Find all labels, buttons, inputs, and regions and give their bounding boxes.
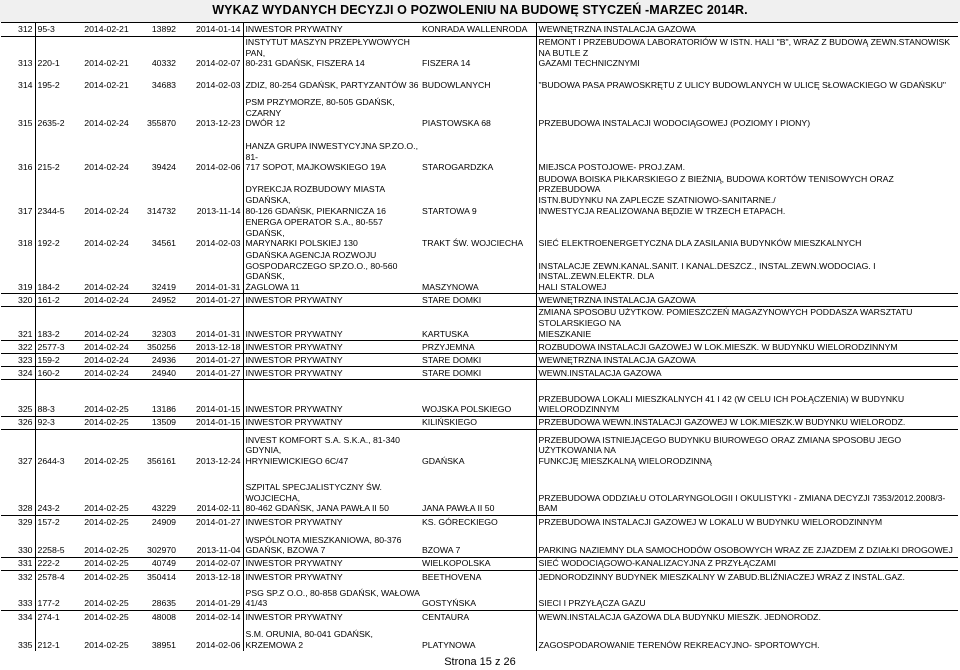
description-cell: JEDNORODZINNY BUDYNEK MIESZKALNY W ZABUD.BLIŹNIACZEJ WRAZ Z INSTAL.GAZ. <box>536 570 958 583</box>
table-row <box>1 528 958 557</box>
case-number-cell: 95-3 <box>35 23 79 37</box>
decision-date-cell: 2014-02-25 <box>84 503 129 514</box>
investor-cell: INWESTOR PRYWATNY <box>243 610 420 623</box>
table-row <box>1 429 958 467</box>
investor-cell: INWESTOR PRYWATNY <box>243 416 420 429</box>
register-number-cell: 34561 <box>151 238 176 249</box>
location-cell: STARE DOMKI <box>420 354 536 367</box>
page-footer: Strona 15 z 26 <box>444 656 516 668</box>
case-number-cell: 183-2 <box>35 307 79 341</box>
application-date-cell: 2014-02-06 <box>196 162 241 173</box>
register-number-cell: 13892 <box>132 23 178 37</box>
table-row <box>1 23 958 37</box>
register-number-cell: 314732 <box>147 205 176 216</box>
location-cell: PLATYNOWA <box>422 639 476 650</box>
location-cell: BEETHOVENA <box>420 570 536 583</box>
location-cell: MASZYNOWA <box>422 281 479 292</box>
table-row <box>1 354 958 367</box>
decision-date-cell: 2014-02-25 <box>84 639 129 650</box>
application-date-cell: 2013-12-23 <box>196 118 241 129</box>
table-row <box>1 380 958 394</box>
investor-cell: INWESTOR PRYWATNY <box>243 354 420 367</box>
description-cell: WEWN.INSTALACJA GAZOWA DLA BUDYNKU MIESZK. JEDNORODZ. <box>536 610 958 623</box>
register-number-cell: 28635 <box>151 598 176 609</box>
decision-date-cell: 2014-02-24 <box>79 341 132 354</box>
row-number-cell <box>1 380 35 394</box>
decision-date-cell: 2014-02-25 <box>79 416 132 429</box>
case-number-cell: 88-3 <box>35 394 79 417</box>
register-number-cell: 302970 <box>147 545 176 556</box>
register-number-cell: 13509 <box>132 416 178 429</box>
decision-date-cell: 2014-02-24 <box>79 307 132 341</box>
investor-cell: INSTYTUT MASZYN PRZEPŁYWOWYCH PAN, 80-231 GDAŃSK, FISZERA 14 <box>243 37 420 70</box>
description-cell: ZMIANA SPOSOBU UŻYTKOW. POMIESZCZEŃ MAGAZYNOWYCH PODDASZA WARSZTATU STOLARSKIEGO NA MIESZKANIE <box>536 307 958 341</box>
register-number-cell: 34683 <box>151 80 176 91</box>
register-number-cell: 356161 <box>132 429 178 467</box>
decision-date-cell: 2014-02-25 <box>84 545 129 556</box>
investor-cell <box>243 380 420 394</box>
case-number-cell: 222-2 <box>35 557 79 570</box>
description-cell: INSTALACJE ZEWN.KANAL.SANIT. I KANAL.DESZCZ., INSTAL.ZEWN.WODOCIAG. I INSTAL.ZEWN.ELEKTR. DLA HALI STALOWEJ <box>536 250 958 294</box>
investor-cell: INWESTOR PRYWATNY <box>243 367 420 380</box>
table-row <box>1 515 958 528</box>
table-row <box>1 623 958 651</box>
description-cell: PRZEBUDOWA INSTALACJI WODOCIĄGOWEJ (POZIOMY I PIONY) <box>536 92 958 130</box>
description-cell: REMONT I PRZEBUDOWA LABORATORIÓW W ISTN. HALI "B", WRAZ Z BUDOWĄ ZEWN.STANOWISK NA BUTLE Z GAZAMI TECHNICZNYMI <box>536 37 958 70</box>
row-number-cell: 317 <box>18 205 33 216</box>
case-number-cell: 2635-2 <box>35 92 79 130</box>
case-number-cell: 243-2 <box>35 467 79 515</box>
decision-date-cell: 2014-02-25 <box>79 515 132 528</box>
investor-cell: INWESTOR PRYWATNY <box>243 515 420 528</box>
decision-date-cell: 2014-02-24 <box>79 354 132 367</box>
location-cell: STARTOWA 9 <box>422 205 477 216</box>
decision-date-cell: 2014-02-25 <box>79 570 132 583</box>
table-row <box>1 583 958 610</box>
case-number-cell: 157-2 <box>35 515 79 528</box>
table-row <box>1 610 958 623</box>
investor-cell: HANZA GRUPA INWESTYCYJNA SP.ZO.O., 81- 717 SOPOT, MAJKOWSKIEGO 19A <box>243 130 420 174</box>
location-cell: KILIŃSKIEGO <box>420 416 536 429</box>
row-number-cell: 323 <box>1 354 35 367</box>
case-number-cell: 215-2 <box>35 130 79 174</box>
location-cell: BZOWA 7 <box>422 545 461 556</box>
application-date-cell: 2014-01-14 <box>178 23 243 37</box>
register-number-cell: 40749 <box>132 557 178 570</box>
table-body <box>1 23 958 652</box>
case-number-cell <box>35 70 79 78</box>
row-number-cell: 328 <box>18 503 33 514</box>
row-number-cell: 319 <box>18 281 33 292</box>
location-cell: GOSTYŃSKA <box>422 598 477 609</box>
case-number-cell: 184-2 <box>35 250 79 294</box>
investor-cell <box>243 70 420 78</box>
case-number-cell: 161-2 <box>35 294 79 307</box>
case-number-cell: 2577-3 <box>35 341 79 354</box>
investor-cell: PSG SP.Z O.O., 80-858 GDAŃSK, WAŁOWA 41/43 <box>243 583 420 610</box>
case-number-cell: 2644-3 <box>35 429 79 467</box>
row-number-cell: 333 <box>18 598 33 609</box>
description-cell: MIEJSCA POSTOJOWE- PROJ.ZAM. <box>536 130 958 174</box>
decision-date-cell: 2014-02-25 <box>84 404 129 415</box>
table-row <box>1 217 958 250</box>
investor-cell: INWESTOR PRYWATNY <box>243 307 420 341</box>
table-row <box>1 341 958 354</box>
row-number-cell: 320 <box>1 294 35 307</box>
register-number-cell: 24936 <box>132 354 178 367</box>
application-date-cell: 2014-02-03 <box>196 80 241 91</box>
decision-date-cell: 2014-02-24 <box>84 281 129 292</box>
investor-cell: PSM PRZYMORZE, 80-505 GDAŃSK, CZARNY DWÓR 12 <box>243 92 420 130</box>
description-cell: PARKING NAZIEMNY DLA SAMOCHODÓW OSOBOWYCH WRAZ ZE ZJAZDEM Z DZIAŁKI DROGOWEJ <box>536 528 958 557</box>
table-row <box>1 307 958 341</box>
register-number-cell: 32419 <box>151 281 176 292</box>
application-date-cell: 2014-01-27 <box>178 354 243 367</box>
row-number-cell: 324 <box>1 367 35 380</box>
investor-cell: ENERGA OPERATOR S.A., 80-557 GDAŃSK, MARYNARKI POLSKIEJ 130 <box>243 217 420 250</box>
investor-cell: INWESTOR PRYWATNY <box>243 394 420 417</box>
case-number-cell: 212-1 <box>35 623 79 651</box>
decision-date-cell: 2014-02-25 <box>79 429 132 467</box>
location-cell: STAROGARDZKA <box>422 162 494 173</box>
decision-date-cell <box>79 380 132 394</box>
row-number-cell: 318 <box>18 238 33 249</box>
application-date-cell <box>178 70 243 78</box>
decision-date-cell: 2014-02-24 <box>84 238 129 249</box>
decision-date-cell: 2014-02-24 <box>84 162 129 173</box>
row-number-cell: 315 <box>18 118 33 129</box>
row-number-cell: 316 <box>18 162 33 173</box>
case-number-cell: 2344-5 <box>35 174 79 217</box>
row-number-cell: 334 <box>1 610 35 623</box>
row-number-cell: 329 <box>1 515 35 528</box>
location-cell <box>420 380 536 394</box>
table-row <box>1 70 958 78</box>
decision-date-cell: 2014-02-25 <box>79 610 132 623</box>
investor-cell: DYREKCJA ROZBUDOWY MIASTA GDAŃSKA, 80-126 GDAŃSK, PIEKARNICZA 16 <box>243 174 420 217</box>
table-row <box>1 570 958 583</box>
location-cell: KONRADA WALLENRODA <box>420 23 536 37</box>
register-number-cell: 24909 <box>132 515 178 528</box>
description-cell: SIEĆ WODOCIĄGOWO-KANALIZACYJNA Z PRZYŁĄCZAMI <box>536 557 958 570</box>
register-number-cell: 38951 <box>151 639 176 650</box>
description-cell: WEWN.INSTALACJA GAZOWA <box>536 367 958 380</box>
decision-date-cell: 2014-02-24 <box>79 367 132 380</box>
row-number-cell: 326 <box>1 416 35 429</box>
decision-date-cell: 2014-02-24 <box>79 294 132 307</box>
decision-date-cell: 2014-02-24 <box>84 118 129 129</box>
case-number-cell: 2258-5 <box>35 528 79 557</box>
decision-date-cell: 2014-02-25 <box>79 557 132 570</box>
permits-table <box>1 22 958 651</box>
application-date-cell: 2014-01-31 <box>196 281 241 292</box>
location-cell: KARTUSKA <box>420 307 536 341</box>
table-row <box>1 467 958 515</box>
row-number-cell: 321 <box>1 307 35 341</box>
case-number-cell: 159-2 <box>35 354 79 367</box>
row-number-cell: 331 <box>1 557 35 570</box>
investor-cell: INWESTOR PRYWATNY <box>243 294 420 307</box>
description-cell: WEWNĘTRZNA INSTALACJA GAZOWA <box>536 354 958 367</box>
row-number-cell: 312 <box>1 23 35 37</box>
location-cell <box>420 70 536 78</box>
row-number-cell: 327 <box>1 429 35 467</box>
investor-cell: SZPITAL SPECJALISTYCZNY ŚW. WOJCIECHA, 80-462 GDAŃSK, JANA PAWŁA II 50 <box>243 467 420 515</box>
table-row <box>1 250 958 294</box>
decision-date-cell: 2014-02-25 <box>84 598 129 609</box>
description-cell: "BUDOWA PASA PRAWOSKRĘTU Z ULICY BUDOWLANYCH W ULICĘ SŁOWACKIEGO W GDAŃSKU" <box>536 78 958 92</box>
investor-cell: S.M. ORUNIA, 80-041 GDAŃSK, KRZEMOWA 2 <box>243 623 420 651</box>
description-cell: PRZEBUDOWA LOKALI MIESZKALNYCH 41 I 42 (W CELU ICH POŁĄCZENIA) W BUDYNKU WIELORODZINNYM <box>536 394 958 417</box>
application-date-cell: 2014-02-06 <box>196 639 241 650</box>
location-cell: PRZYJEMNA <box>420 341 536 354</box>
investor-cell: ZDIZ, 80-254 GDAŃSK, PARTYZANTÓW 36 <box>243 78 420 92</box>
description-cell <box>536 70 958 78</box>
description-cell: PRZEBUDOWA ISTNIEJĄCEGO BUDYNKU BIUROWEGO ORAZ ZMIANA SPOSOBU JEGO UŻYTKOWANIA NA FUNKCJĘ MIESZKALNĄ WIELORODZINNĄ <box>536 429 958 467</box>
investor-cell: GDAŃSKA AGENCJA ROZWOJU GOSPODARCZEGO SP.ZO.O., 80-560 GDAŃSK, ŻAGLOWA 11 <box>243 250 420 294</box>
location-cell: JANA PAWŁA II 50 <box>422 503 495 514</box>
description-cell: BUDOWA BOISKA PIŁKARSKIEGO Z BIEŻNIĄ, BUDOWA KORTÓW TENISOWYCH ORAZ PRZEBUDOWA ISTN.BUDYNKU NA ZAPLECZE SZATNIOWO-SANITARNE./ INWESTYCJA REALIZOWANA BĘDZIE W TRZECH ETAPACH. <box>536 174 958 217</box>
case-number-cell: 220-1 <box>35 37 79 70</box>
row-number-cell: 313 <box>1 37 35 70</box>
decision-date-cell: 2014-02-21 <box>84 80 129 91</box>
case-number-cell: 274-1 <box>35 610 79 623</box>
investor-cell: INVEST KOMFORT S.A. S.K.A., 81-340 GDYNIA, HRYNIEWICKIEGO 6C/47 <box>243 429 420 467</box>
location-cell: KS. GÓRECKIEGO <box>420 515 536 528</box>
investor-cell: WSPÓLNOTA MIESZKANIOWA, 80-376 GDAŃSK, BZOWA 7 <box>243 528 420 557</box>
case-number-cell: 2578-4 <box>35 570 79 583</box>
application-date-cell <box>178 380 243 394</box>
register-number-cell <box>132 380 178 394</box>
application-date-cell: 2014-02-11 <box>196 503 241 514</box>
table-row <box>1 92 958 130</box>
application-date-cell: 2014-01-31 <box>178 307 243 341</box>
description-cell: SIECI I PRZYŁĄCZA GAZU <box>536 583 958 610</box>
location-cell: STARE DOMKI <box>420 367 536 380</box>
register-number-cell: 43229 <box>151 503 176 514</box>
decision-date-cell: 2014-02-21 <box>79 23 132 37</box>
table-row <box>1 367 958 380</box>
location-cell: STARE DOMKI <box>420 294 536 307</box>
application-date-cell: 2014-01-29 <box>196 598 241 609</box>
table-row <box>1 78 958 92</box>
description-cell: WEWNĘTRZNA INSTALACJA GAZOWA <box>536 294 958 307</box>
application-date-cell: 2014-02-07 <box>178 557 243 570</box>
register-number-cell: 350256 <box>132 341 178 354</box>
application-date-cell: 2014-02-07 <box>178 37 243 70</box>
investor-cell: INWESTOR PRYWATNY <box>243 23 420 37</box>
description-cell: PRZEBUDOWA INSTALACJI GAZOWEJ W LOKALU W BUDYNKU WIELORODZINNYM <box>536 515 958 528</box>
case-number-cell: 192-2 <box>35 217 79 250</box>
register-number-cell: 350414 <box>132 570 178 583</box>
location-cell: WIELKOPOLSKA <box>420 557 536 570</box>
application-date-cell: 2013-12-24 <box>178 429 243 467</box>
row-number-cell: 322 <box>1 341 35 354</box>
application-date-cell: 2014-01-27 <box>178 515 243 528</box>
register-number-cell: 13186 <box>151 404 176 415</box>
application-date-cell: 2014-01-27 <box>178 294 243 307</box>
table-row <box>1 130 958 174</box>
application-date-cell: 2014-02-03 <box>196 238 241 249</box>
case-number-cell: 195-2 <box>35 78 79 92</box>
row-number-cell: 325 <box>18 404 33 415</box>
location-cell: FISZERA 14 <box>420 37 536 70</box>
application-date-cell: 2013-12-18 <box>178 570 243 583</box>
decision-date-cell: 2014-02-21 <box>79 37 132 70</box>
description-cell: PRZEBUDOWA ODDZIAŁU OTOLARYNGOLOGII I OKULISTYKI - ZMIANA DECYZJI 7353/2012.2008/3-BAM <box>536 467 958 515</box>
location-cell: BUDOWLANYCH <box>422 80 491 91</box>
investor-cell: INWESTOR PRYWATNY <box>243 570 420 583</box>
register-number-cell: 32303 <box>132 307 178 341</box>
location-cell: WOJSKA POLSKIEGO <box>422 404 512 415</box>
location-cell: CENTAURA <box>420 610 536 623</box>
location-cell: TRAKT ŚW. WOJCIECHA <box>422 238 524 249</box>
case-number-cell: 177-2 <box>35 583 79 610</box>
page-title: WYKAZ WYDANYCH DECYZJI O POZWOLENIU NA BUDOWĘ STYCZEŃ -MARZEC 2014R. <box>0 0 960 22</box>
table-row <box>1 174 958 217</box>
application-date-cell: 2014-02-14 <box>178 610 243 623</box>
table-row <box>1 394 958 417</box>
decision-date-cell: 2014-02-24 <box>84 205 129 216</box>
description-cell: WEWNĘTRZNA INSTALACJA GAZOWA <box>536 23 958 37</box>
description-cell: PRZEBUDOWA WEWN.INSTALACJI GAZOWEJ W LOK.MIESZK.W BUDYNKU WIELORODZ. <box>536 416 958 429</box>
application-date-cell: 2014-01-15 <box>196 404 241 415</box>
description-cell: ZAGOSPODAROWANIE TERENÓW REKREACYJNO- SPORTOWYCH. <box>536 623 958 651</box>
location-cell: PIASTOWSKA 68 <box>422 118 491 129</box>
case-number-cell: 92-3 <box>35 416 79 429</box>
application-date-cell: 2013-11-14 <box>196 205 241 216</box>
row-number-cell: 330 <box>18 545 33 556</box>
investor-cell: INWESTOR PRYWATNY <box>243 557 420 570</box>
register-number-cell <box>132 70 178 78</box>
row-number-cell: 314 <box>18 80 33 91</box>
register-number-cell: 40332 <box>132 37 178 70</box>
register-number-cell: 24940 <box>132 367 178 380</box>
table-row <box>1 416 958 429</box>
row-number-cell: 332 <box>1 570 35 583</box>
application-date-cell: 2014-01-15 <box>178 416 243 429</box>
description-cell: ROZBUDOWA INSTALACJI GAZOWEJ W LOK.MIESZK. W BUDYNKU WIELORODZINNYM <box>536 341 958 354</box>
row-number-cell: 335 <box>18 639 33 650</box>
application-date-cell: 2014-01-27 <box>178 367 243 380</box>
register-number-cell: 24952 <box>132 294 178 307</box>
application-date-cell: 2013-11-04 <box>196 545 241 556</box>
case-number-cell: 160-2 <box>35 367 79 380</box>
table-row <box>1 557 958 570</box>
table-row <box>1 37 958 70</box>
table-row <box>1 294 958 307</box>
row-number-cell <box>1 70 35 78</box>
decision-date-cell <box>79 70 132 78</box>
description-cell <box>536 380 958 394</box>
register-number-cell: 39424 <box>151 162 176 173</box>
case-number-cell <box>35 380 79 394</box>
application-date-cell: 2013-12-18 <box>178 341 243 354</box>
description-cell: SIEĆ ELEKTROENERGETYCZNA DLA ZASILANIA BUDYNKÓW MIESZKALNYCH <box>536 217 958 250</box>
investor-cell: INWESTOR PRYWATNY <box>243 341 420 354</box>
register-number-cell: 355870 <box>147 118 176 129</box>
location-cell: GDAŃSKA <box>420 429 536 467</box>
register-number-cell: 48008 <box>132 610 178 623</box>
